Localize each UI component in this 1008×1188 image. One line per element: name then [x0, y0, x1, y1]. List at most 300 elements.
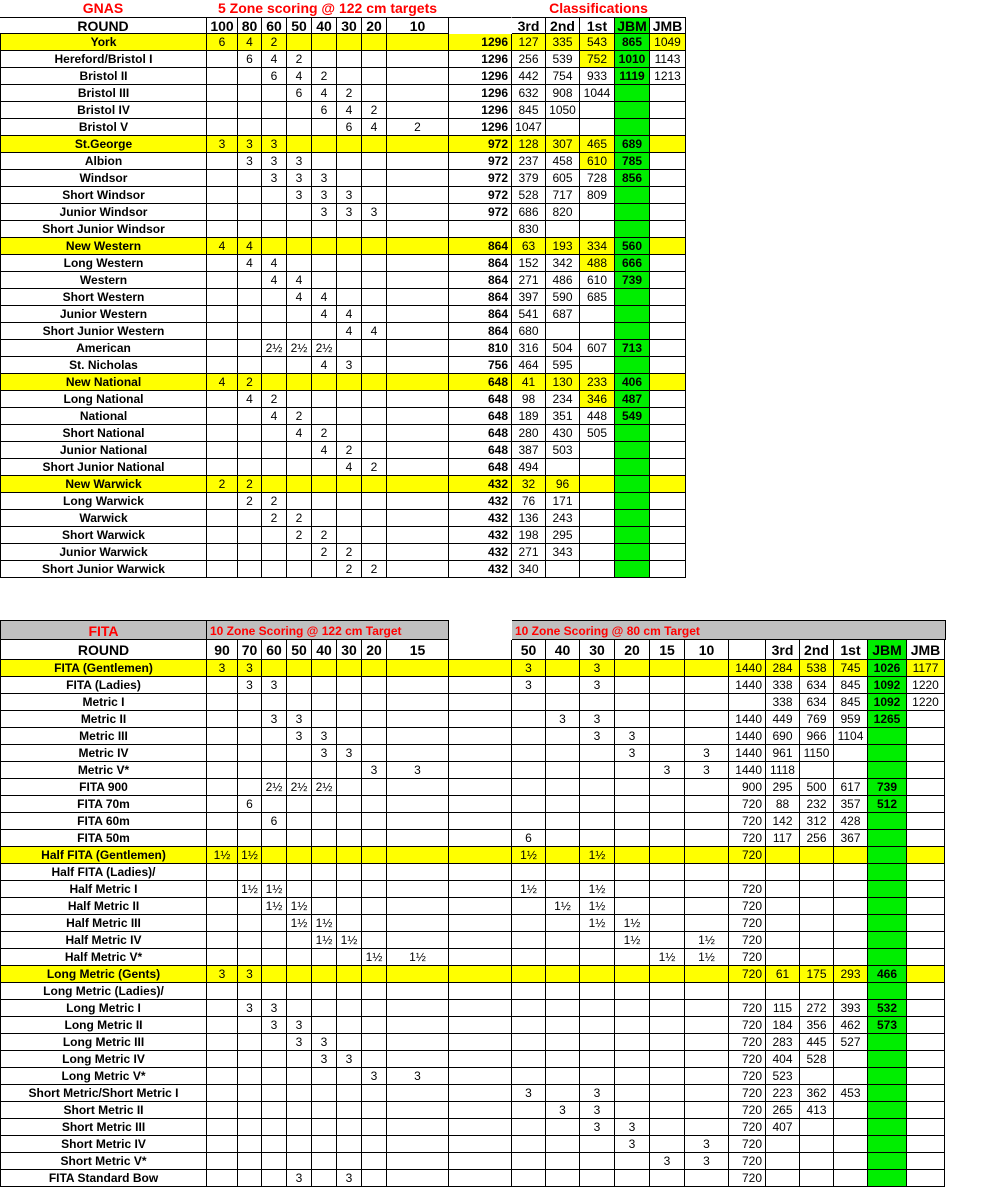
fita-class-score — [800, 881, 834, 898]
fita-distance-122-dozens: 3 — [238, 1000, 262, 1017]
fita-distance-122-dozens — [337, 983, 362, 1000]
gnas-distance-dozens: 6 — [337, 119, 362, 136]
fita-distance-80-dozens — [580, 1034, 615, 1051]
gnas-distance-dozens — [207, 306, 238, 323]
gnas-class-score — [615, 102, 650, 119]
gnas-distance-dozens — [362, 255, 387, 272]
fita-distance-80-dozens — [546, 949, 580, 966]
fita-distance-122-dozens — [362, 1000, 387, 1017]
fita-class-score: 573 — [868, 1017, 907, 1034]
fita-distance-122-dozens: 3 — [262, 677, 287, 694]
fita-distance-122-dozens: 3 — [287, 1170, 312, 1187]
fita-distance-122-header: 40 — [312, 640, 337, 660]
fita-mid-gap — [449, 915, 512, 932]
fita-distance-122-dozens — [287, 830, 312, 847]
fita-distance-122-dozens — [362, 966, 387, 983]
fita-class-score — [800, 1119, 834, 1136]
gnas-class-score — [580, 306, 615, 323]
fita-class-score — [834, 1119, 868, 1136]
fita-max-score: 720 — [729, 915, 766, 932]
fita-mid-gap — [449, 898, 512, 915]
gnas-distance-dozens — [262, 442, 287, 459]
fita-mid-gap — [449, 1085, 512, 1102]
gnas-class-score — [650, 527, 686, 544]
fita-distance-80-dozens — [615, 966, 650, 983]
gnas-class-score — [650, 102, 686, 119]
fita-distance-122-dozens — [207, 1136, 238, 1153]
fita-class-score: 445 — [800, 1034, 834, 1051]
gnas-distance-dozens — [238, 187, 262, 204]
fita-class-score: 961 — [766, 745, 800, 762]
gnas-class-score: 233 — [580, 374, 615, 391]
fita-distance-122-dozens — [337, 728, 362, 745]
gnas-distance-header: 100 — [207, 17, 238, 34]
fita-round-name: Short Metric III — [0, 1119, 207, 1136]
fita-distance-122-header: 20 — [362, 640, 387, 660]
gnas-distance-dozens — [287, 238, 312, 255]
fita-distance-122-dozens — [238, 1170, 262, 1187]
fita-distance-122-dozens — [262, 762, 287, 779]
gnas-distance-dozens: 4 — [337, 459, 362, 476]
fita-distance-122-dozens: 3 — [312, 1051, 337, 1068]
gnas-distance-dozens — [387, 153, 449, 170]
fita-distance-80-dozens — [512, 864, 546, 881]
fita-distance-80-dozens: 1½ — [546, 898, 580, 915]
fita-class-score: 512 — [868, 796, 907, 813]
fita-class-score — [834, 898, 868, 915]
gnas-distance-dozens — [387, 187, 449, 204]
fita-class-score — [907, 1085, 945, 1102]
fita-class-score — [834, 949, 868, 966]
fita-distance-122-dozens — [362, 915, 387, 932]
fita-distance-80-dozens — [580, 779, 615, 796]
gnas-class-score — [650, 323, 686, 340]
fita-distance-122-dozens — [262, 915, 287, 932]
fita-class-score — [834, 1051, 868, 1068]
gnas-distance-dozens: 3 — [337, 187, 362, 204]
gnas-distance-dozens: 2 — [362, 459, 387, 476]
gnas-distance-dozens — [207, 255, 238, 272]
gnas-class-score — [650, 561, 686, 578]
fita-distance-80-dozens: 3 — [512, 660, 546, 677]
gnas-distance-dozens — [362, 85, 387, 102]
fita-round-name: Long Metric IV — [0, 1051, 207, 1068]
gnas-distance-dozens — [387, 323, 449, 340]
gnas-distance-dozens: 3 — [287, 153, 312, 170]
fita-class-score — [834, 762, 868, 779]
gnas-distance-dozens — [362, 510, 387, 527]
gnas-distance-dozens: 4 — [337, 323, 362, 340]
gnas-class-score: 503 — [546, 442, 580, 459]
gnas-distance-dozens — [337, 153, 362, 170]
fita-distance-122-dozens: 3 — [337, 745, 362, 762]
gnas-distance-dozens: 4 — [262, 272, 287, 289]
gnas-distance-dozens — [387, 272, 449, 289]
fita-distance-122-dozens — [238, 932, 262, 949]
fita-distance-80-dozens — [650, 1068, 685, 1085]
fita-distance-80-dozens — [685, 1119, 729, 1136]
fita-mid-gap — [449, 779, 512, 796]
fita-distance-80-dozens — [546, 847, 580, 864]
gnas-class-score — [650, 340, 686, 357]
fita-distance-80-dozens: 1½ — [580, 915, 615, 932]
fita-round-name: Half FITA (Gentlemen) — [0, 847, 207, 864]
fita-class-score: 88 — [766, 796, 800, 813]
fita-mid-gap — [449, 1068, 512, 1085]
gnas-distance-dozens — [287, 119, 312, 136]
fita-distance-122-dozens — [312, 1102, 337, 1119]
fita-distance-122-dozens — [362, 847, 387, 864]
fita-distance-122-dozens — [287, 796, 312, 813]
gnas-distance-dozens — [262, 306, 287, 323]
gnas-distance-dozens — [312, 153, 337, 170]
fita-class-header: JMB — [907, 640, 945, 660]
gnas-distance-dozens: 4 — [287, 68, 312, 85]
fita-distance-80-dozens — [650, 847, 685, 864]
fita-distance-122-dozens — [362, 1102, 387, 1119]
fita-class-score — [800, 983, 834, 1000]
gnas-round-name: American — [0, 340, 207, 357]
gnas-round-name: Short Junior National — [0, 459, 207, 476]
gnas-distance-dozens: 4 — [312, 306, 337, 323]
fita-class-score: 845 — [834, 694, 868, 711]
gnas-class-header: 3rd — [512, 17, 546, 34]
fita-distance-122-header: 90 — [207, 640, 238, 660]
fita-distance-80-dozens — [685, 796, 729, 813]
fita-class-score — [868, 728, 907, 745]
gnas-class-score — [580, 544, 615, 561]
fita-distance-80-dozens — [546, 728, 580, 745]
gnas-distance-dozens — [287, 136, 312, 153]
fita-distance-122-dozens — [362, 881, 387, 898]
fita-distance-122-dozens: 2½ — [287, 779, 312, 796]
gnas-max-score: 648 — [449, 408, 512, 425]
fita-class-score: 617 — [834, 779, 868, 796]
gnas-class-score: 397 — [512, 289, 546, 306]
gnas-class-score — [615, 221, 650, 238]
gnas-distance-dozens — [337, 221, 362, 238]
gnas-class-score — [650, 493, 686, 510]
fita-distance-122-dozens — [312, 1170, 337, 1187]
fita-distance-80-dozens — [685, 1068, 729, 1085]
fita-distance-80-dozens: 1½ — [685, 949, 729, 966]
gnas-class-score: 127 — [512, 34, 546, 51]
fita-distance-80-dozens — [650, 813, 685, 830]
gnas-distance-dozens — [262, 221, 287, 238]
gnas-class-score: 271 — [512, 272, 546, 289]
fita-round-name: Short Metric/Short Metric I — [0, 1085, 207, 1102]
gnas-distance-dozens — [387, 442, 449, 459]
fita-distance-122-dozens — [287, 1102, 312, 1119]
gnas-distance-dozens — [262, 289, 287, 306]
gnas-distance-dozens — [238, 102, 262, 119]
gnas-distance-dozens — [362, 221, 387, 238]
fita-distance-122-dozens — [262, 1170, 287, 1187]
gnas-distance-dozens — [238, 323, 262, 340]
gnas-class-score — [650, 374, 686, 391]
gnas-distance-dozens: 3 — [287, 187, 312, 204]
fita-distance-80-dozens: 3 — [650, 1153, 685, 1170]
fita-distance-80-dozens — [685, 779, 729, 796]
fita-distance-80-dozens — [512, 1017, 546, 1034]
gnas-distance-dozens: 2 — [207, 476, 238, 493]
fita-distance-122-dozens — [207, 711, 238, 728]
gnas-class-score: 346 — [580, 391, 615, 408]
gnas-class-score: 607 — [580, 340, 615, 357]
gnas-class-score: 590 — [546, 289, 580, 306]
gnas-class-score: 820 — [546, 204, 580, 221]
gnas-distance-dozens: 2½ — [312, 340, 337, 357]
fita-class-score: 462 — [834, 1017, 868, 1034]
gnas-class-score: 754 — [546, 68, 580, 85]
fita-distance-80-dozens — [580, 813, 615, 830]
fita-class-score: 293 — [834, 966, 868, 983]
gnas-round-name: Short Junior Western — [0, 323, 207, 340]
gnas-distance-dozens — [287, 255, 312, 272]
fita-class-score: 1092 — [868, 694, 907, 711]
gnas-class-score: 666 — [615, 255, 650, 272]
gnas-distance-dozens — [207, 119, 238, 136]
gnas-distance-dozens: 3 — [312, 170, 337, 187]
fita-round-name: Metric V* — [0, 762, 207, 779]
fita-distance-80-dozens — [685, 1102, 729, 1119]
fita-distance-122-dozens — [287, 1068, 312, 1085]
gnas-class-score — [650, 510, 686, 527]
fita-distance-80-dozens — [546, 1119, 580, 1136]
fita-mid-gap — [449, 677, 512, 694]
gnas-distance-dozens — [238, 119, 262, 136]
fita-mid-gap — [449, 864, 512, 881]
fita-distance-122-dozens — [312, 1068, 337, 1085]
gnas-class-score: 541 — [512, 306, 546, 323]
fita-distance-122-dozens — [262, 1085, 287, 1102]
fita-distance-122-dozens — [207, 898, 238, 915]
gnas-distance-dozens: 4 — [262, 255, 287, 272]
gnas-distance-dozens — [262, 119, 287, 136]
fita-class-score: 1026 — [868, 660, 907, 677]
gnas-class-score — [650, 136, 686, 153]
gnas-distance-dozens — [337, 68, 362, 85]
fita-distance-80-dozens — [615, 1034, 650, 1051]
fita-class-score — [868, 949, 907, 966]
fita-class-score — [907, 711, 945, 728]
fita-class-score — [907, 1068, 945, 1085]
fita-distance-122-dozens — [207, 1034, 238, 1051]
fita-distance-122-dozens — [262, 1102, 287, 1119]
fita-distance-122-dozens — [287, 983, 312, 1000]
fita-class-score — [907, 915, 945, 932]
fita-distance-80-dozens: 3 — [685, 1153, 729, 1170]
gnas-distance-dozens — [287, 493, 312, 510]
gnas-distance-dozens: 4 — [362, 323, 387, 340]
gnas-class-score: 237 — [512, 153, 546, 170]
fita-distance-122-dozens — [387, 779, 449, 796]
fita-distance-80-dozens — [512, 1136, 546, 1153]
gnas-class-score — [615, 527, 650, 544]
fita-round-name: FITA (Gentlemen) — [0, 660, 207, 677]
gnas-class-score — [615, 510, 650, 527]
fita-distance-122-dozens — [207, 949, 238, 966]
fita-distance-80-dozens — [650, 1170, 685, 1187]
gnas-round-name: Long Warwick — [0, 493, 207, 510]
fita-class-score: 634 — [800, 677, 834, 694]
fita-distance-122-dozens — [312, 1119, 337, 1136]
gnas-distance-dozens — [238, 408, 262, 425]
fita-distance-122-dozens: 3 — [312, 728, 337, 745]
fita-distance-80-dozens — [685, 1017, 729, 1034]
gnas-distance-dozens: 2 — [312, 68, 337, 85]
gnas-distance-dozens — [207, 340, 238, 357]
gnas-distance-dozens — [362, 187, 387, 204]
fita-round-name: FITA 70m — [0, 796, 207, 813]
fita-class-score — [868, 1119, 907, 1136]
fita-distance-80-dozens — [512, 694, 546, 711]
fita-mid-gap — [449, 1136, 512, 1153]
gnas-distance-dozens: 3 — [287, 170, 312, 187]
fita-distance-80-dozens — [615, 1000, 650, 1017]
fita-distance-122-dozens — [207, 762, 238, 779]
fita-distance-122-dozens — [238, 728, 262, 745]
gnas-class-score — [650, 476, 686, 493]
fita-distance-122-dozens — [207, 1170, 238, 1187]
gnas-class-score — [615, 442, 650, 459]
fita-distance-122-dozens — [337, 898, 362, 915]
fita-distance-80-dozens — [580, 796, 615, 813]
gnas-distance-dozens: 2 — [337, 85, 362, 102]
fita-mid-gap — [449, 966, 512, 983]
gnas-class-score — [615, 459, 650, 476]
gnas-subtitle: 5 Zone scoring @ 122 cm targets — [217, 0, 438, 16]
fita-class-score — [868, 1085, 907, 1102]
fita-distance-80-dozens — [512, 1170, 546, 1187]
fita-class-score: 745 — [834, 660, 868, 677]
fita-class-score — [868, 762, 907, 779]
fita-distance-122-dozens — [387, 898, 449, 915]
gnas-class-score: 152 — [512, 255, 546, 272]
gnas-distance-dozens: 2 — [238, 476, 262, 493]
fita-distance-80-dozens — [512, 983, 546, 1000]
fita-distance-80-dozens — [685, 830, 729, 847]
fita-distance-122-dozens — [337, 813, 362, 830]
gnas-class-score: 1044 — [580, 85, 615, 102]
fita-distance-80-dozens: 1½ — [580, 881, 615, 898]
fita-max-score — [729, 694, 766, 711]
fita-class-score: 356 — [800, 1017, 834, 1034]
gnas-max-score: 432 — [449, 527, 512, 544]
gnas-class-score: 610 — [580, 153, 615, 170]
gnas-distance-dozens: 4 — [312, 85, 337, 102]
gnas-distance-dozens — [207, 102, 238, 119]
fita-distance-122-dozens — [262, 660, 287, 677]
fita-class-score — [868, 1136, 907, 1153]
fita-distance-122-dozens — [207, 728, 238, 745]
fita-distance-122-dozens — [312, 796, 337, 813]
gnas-distance-dozens — [387, 34, 449, 51]
gnas-max-score: 972 — [449, 187, 512, 204]
gnas-class-score — [650, 289, 686, 306]
fita-distance-122-dozens — [362, 813, 387, 830]
fita-mid-gap — [449, 711, 512, 728]
fita-distance-80-dozens — [512, 1068, 546, 1085]
gnas-distance-dozens — [312, 34, 337, 51]
gnas-distance-dozens — [238, 221, 262, 238]
gnas-max-score: 972 — [449, 170, 512, 187]
gnas-class-score: 685 — [580, 289, 615, 306]
fita-distance-122-dozens — [262, 847, 287, 864]
gnas-distance-dozens — [238, 561, 262, 578]
fita-distance-80-dozens — [546, 779, 580, 796]
gnas-distance-dozens: 4 — [312, 289, 337, 306]
gnas-distance-dozens — [312, 391, 337, 408]
fita-distance-80-dozens — [512, 1102, 546, 1119]
fita-class-score — [766, 847, 800, 864]
fita-distance-122-dozens — [387, 864, 449, 881]
gnas-class-score: 340 — [512, 561, 546, 578]
gnas-class-score: 458 — [546, 153, 580, 170]
fita-distance-80-dozens — [546, 677, 580, 694]
fita-distance-122-dozens — [287, 1153, 312, 1170]
fita-max-score: 720 — [729, 932, 766, 949]
gnas-class-score — [615, 306, 650, 323]
fita-max-score: 720 — [729, 1068, 766, 1085]
fita-distance-122-dozens — [362, 983, 387, 1000]
fita-distance-80-dozens — [615, 1153, 650, 1170]
fita-distance-122-dozens — [207, 1085, 238, 1102]
fita-class-score: 527 — [834, 1034, 868, 1051]
gnas-distance-dozens: 2 — [287, 51, 312, 68]
fita-class-header: 2nd — [800, 640, 834, 660]
fita-distance-122-dozens: 2½ — [262, 779, 287, 796]
fita-class-score — [907, 1017, 945, 1034]
gnas-distance-dozens — [387, 527, 449, 544]
fita-distance-122-dozens: 3 — [238, 677, 262, 694]
fita-distance-122-dozens — [387, 1000, 449, 1017]
fita-distance-80-dozens — [546, 932, 580, 949]
gnas-distance-dozens — [238, 459, 262, 476]
fita-distance-122-dozens — [207, 1051, 238, 1068]
fita-distance-122-dozens — [387, 1153, 449, 1170]
fita-class-score — [800, 1170, 834, 1187]
fita-distance-122-dozens — [337, 660, 362, 677]
fita-distance-80-dozens — [615, 762, 650, 779]
fita-distance-122-dozens — [312, 983, 337, 1000]
gnas-class-score: 98 — [512, 391, 546, 408]
fita-distance-80-dozens — [685, 660, 729, 677]
fita-distance-80-header: 50 — [512, 640, 546, 660]
fita-max-score: 1440 — [729, 677, 766, 694]
gnas-class-score: 1050 — [546, 102, 580, 119]
gnas-class-score: 234 — [546, 391, 580, 408]
gnas-round-name: York — [0, 34, 207, 51]
fita-distance-80-dozens: 3 — [580, 1085, 615, 1102]
fita-distance-122-dozens — [362, 677, 387, 694]
gnas-class-score — [580, 510, 615, 527]
gnas-distance-dozens: 3 — [262, 153, 287, 170]
gnas-distance-dozens — [362, 136, 387, 153]
fita-distance-122-dozens — [387, 1136, 449, 1153]
fita-distance-122-dozens: 3 — [287, 728, 312, 745]
fita-round-name: Half FITA (Ladies)/ — [0, 864, 207, 881]
gnas-distance-dozens: 3 — [312, 204, 337, 221]
fita-distance-122-dozens — [362, 796, 387, 813]
fita-distance-122-dozens — [312, 1000, 337, 1017]
fita-distance-122-dozens — [387, 728, 449, 745]
gnas-class-score — [650, 170, 686, 187]
gnas-distance-dozens — [312, 408, 337, 425]
fita-class-score: 117 — [766, 830, 800, 847]
gnas-max-score: 432 — [449, 493, 512, 510]
fita-class-score — [766, 898, 800, 915]
